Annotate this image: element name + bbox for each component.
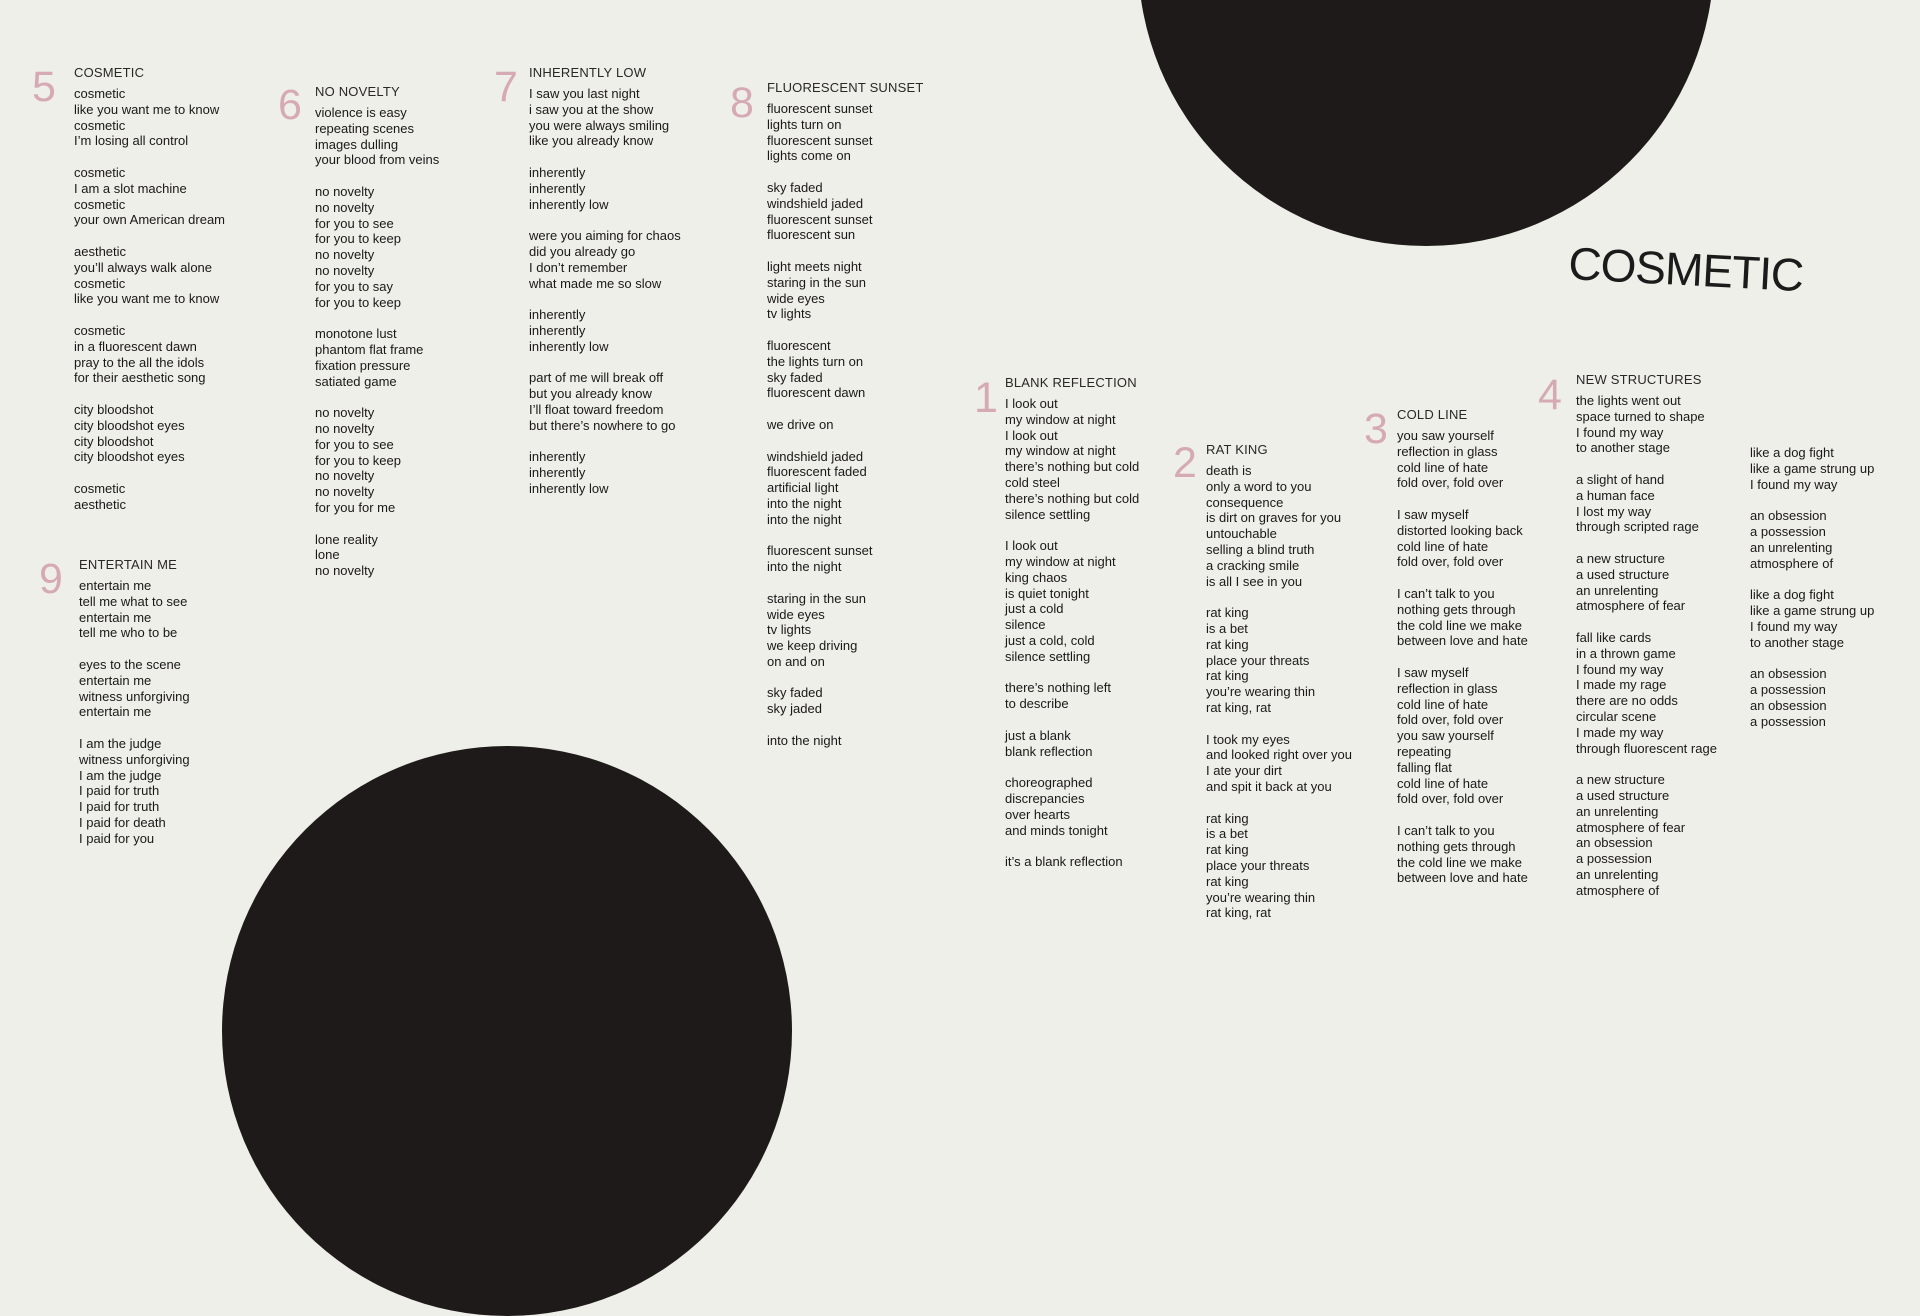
song-lyrics: the lights went out space turned to shape I found my way to another stage a slight of hand a human face I lost my way through scripted rage a new structure a used structure an unrelenting atmosphere of fear fall like cards in a thrown game I found my way I made my rage there are no odds circular scene I made my way through fluorescent rage a new structure a used structure an unrelenting atmosphere of fear an obsession a possession an unrelenting atmosphere of (1576, 393, 1717, 898)
song-title: NO NOVELTY (315, 84, 400, 99)
song-entertain-me (39, 555, 190, 847)
song-lyrics: you saw yourself reflection in glass cold line of hate fold over, fold over I saw myself distorted looking back cold line of hate fold over, fold over I can’t talk to you nothing gets through the cold line we make between love and hate I saw myself reflection in glass cold line of hate fold over, fold over you saw yourself repeating falling flat cold line of hate fold over, fold over I can’t talk to you nothing gets through the cold line we make between love and hate (1397, 428, 1528, 886)
track-number: 1 (974, 374, 998, 422)
song-title: NEW STRUCTURES (1576, 372, 1702, 387)
song-lyrics: cosmetic like you want me to know cosmetic I’m losing all control cosmetic I am a slot machine cosmetic your own American dream aesthetic you’ll always walk alone cosmetic like you want me to know cosmetic in a fluorescent dawn pray to the all the idols for their aesthetic song city bloodshot city bloodshot eyes city bloodshot city bloodshot eyes cosmetic aesthetic (74, 86, 226, 512)
song-lyrics: death is only a word to you consequence is dirt on graves for you untouchable selling a blind truth a cracking smile is all I see in you rat king is a bet rat king place your threats rat king you’re wearing thin rat king, rat I took my eyes and looked right over you I ate your dirt and spit it back at you rat king is a bet rat king place your threats rat king you’re wearing thin rat king, rat (1206, 463, 1352, 921)
album-title: COSMETIC (1567, 236, 1805, 302)
song-lyrics: entertain me tell me what to see entertain me tell me who to be eyes to the scene entertain me witness unforgiving entertain me I am the judge witness unforgiving I am the judge I paid for truth I paid for truth I paid for death I paid for you (79, 578, 190, 846)
song-cold-line (1364, 405, 1528, 886)
song-lyrics: violence is easy repeating scenes images dulling your blood from veins no novelty no novelty for you to see for you to keep no novelty no novelty for you to say for you to keep monotone lust phantom flat frame fixation pressure satiated game no novelty no novelty for you to see for you to keep no novelty no novelty for you for me lone reality lone no novelty (315, 105, 440, 579)
song-fluorescent-sunset (730, 79, 924, 749)
song-title: INHERENTLY LOW (529, 65, 647, 80)
track-number: 5 (32, 63, 56, 111)
song-title: ENTERTAIN ME (79, 557, 177, 572)
song-title: FLUORESCENT SUNSET (767, 80, 924, 95)
song-rat-king (1173, 439, 1352, 921)
song-lyrics: fluorescent sunset lights turn on fluorescent sunset lights come on sky faded windshield jaded fluorescent sunset fluorescent sun light meets night staring in the sun wide eyes tv lights fluorescent the lights turn on sky faded fluorescent dawn we drive on windshield jaded fluorescent faded artificial light into the night into the night fluorescent sunset into the night staring in the sun wide eyes tv lights we keep driving on and on sky faded sky jaded into the night (767, 101, 873, 748)
track-number: 2 (1173, 439, 1197, 487)
black-circle-bottom (222, 746, 792, 1316)
song-new-structures (1538, 371, 1717, 899)
song-inherently-low (494, 63, 681, 497)
track-number: 9 (39, 555, 63, 603)
song-lyrics: I look out my window at night I look out my window at night there’s nothing but cold cold steel there’s nothing but cold silence settling I look out my window at night king chaos is quiet tonight just a cold silence just a cold, cold silence settling there’s nothing left to describe just a blank blank reflection choreographed discrepancies over hearts and minds tonight it’s a blank reflection (1005, 396, 1140, 870)
song-lyrics-continued: like a dog fight like a game strung up I found my way an obsession a possession an unrelenting atmosphere of like a dog fight like a game strung up I found my way to another stage an obsession a possession an obsession a possession (1750, 445, 1875, 729)
song-new-structures-continued (1750, 445, 1874, 729)
song-title: COLD LINE (1397, 407, 1468, 422)
track-number: 3 (1364, 405, 1388, 453)
track-number: 8 (730, 79, 754, 127)
song-blank-reflection (974, 374, 1140, 870)
song-cosmetic (32, 63, 226, 513)
track-number: 7 (494, 63, 518, 111)
track-number: 6 (278, 81, 302, 129)
song-title: COSMETIC (74, 65, 145, 80)
song-title: RAT KING (1206, 442, 1268, 457)
song-no-novelty (278, 81, 440, 579)
song-title: BLANK REFLECTION (1005, 375, 1137, 390)
black-circle-top (1138, 0, 1714, 246)
track-number: 4 (1538, 371, 1562, 419)
song-lyrics: I saw you last night i saw you at the show you were always smiling like you already know inherently inherently inherently low were you aiming for chaos did you already go I don’t remember what made me so slow inherently inherently inherently low part of me will break off but you already know I’ll float toward freedom but there’s nowhere to go inherently inherently inherently low (529, 86, 681, 496)
